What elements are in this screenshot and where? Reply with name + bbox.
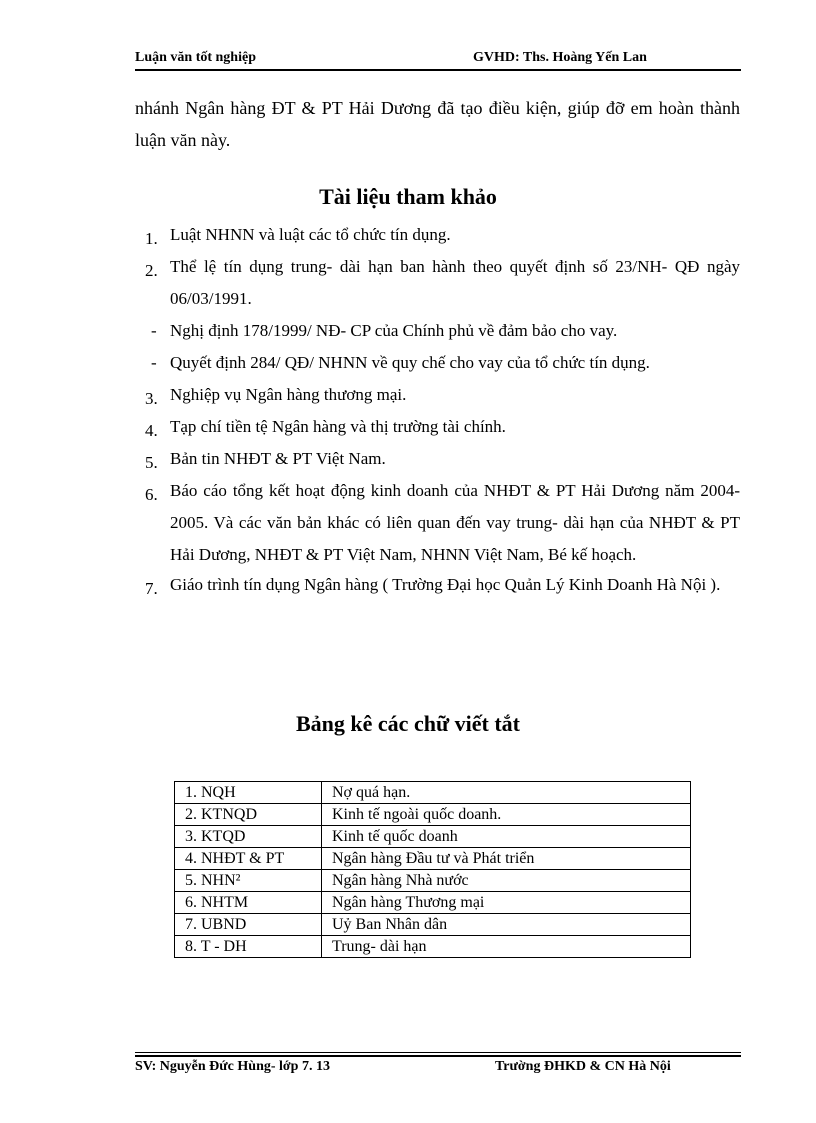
abbr-meaning: Ngân hàng Đầu tư và Phát triển	[322, 848, 691, 870]
reference-item	[135, 251, 740, 315]
abbr-meaning: Ngân hàng Thương mại	[322, 892, 691, 914]
abbr-meaning: Uỷ Ban Nhân dân	[322, 914, 691, 936]
reference-text: Nghiệp vụ Ngân hàng thương mại.	[170, 385, 407, 404]
abbr-code: 7. UBND	[175, 914, 322, 936]
abbr-meaning: Kinh tế quốc doanh	[322, 826, 691, 848]
reference-item	[135, 475, 740, 571]
reference-subitem	[135, 347, 740, 379]
table-row	[175, 914, 691, 936]
reference-item	[135, 411, 740, 443]
table-row	[175, 892, 691, 914]
abbreviations-table	[174, 781, 691, 958]
reference-marker: 6.	[145, 485, 158, 504]
abbr-meaning: Ngân hàng Nhà nước	[322, 870, 691, 892]
reference-marker: 3.	[145, 389, 158, 408]
reference-item	[135, 443, 740, 475]
reference-text: Báo cáo tổng kết hoạt động kinh doanh của NHĐT & PT Hải Dương năm 2004- 2005. Và các văn bản khác có liên quan đến vay trung- dài hạn của NHĐT & PT Hải Dương, NHĐT & PT Việt Nam, NHNN Việt Nam, Bé kế hoạch.	[170, 481, 740, 564]
abbr-code: 6. NHTM	[175, 892, 322, 914]
header-thesis-label: Luận văn tốt nghiệp	[135, 50, 256, 65]
reference-text: Nghị định 178/1999/ NĐ- CP của Chính phủ về đảm bảo cho vay.	[170, 321, 618, 340]
references-list	[135, 219, 740, 599]
page-footer	[135, 1059, 741, 1081]
reference-marker: 1.	[145, 229, 158, 248]
reference-text: Thể lệ tín dụng trung- dài hạn ban hành theo quyết định số 23/NH- QĐ ngày 06/03/1991.	[170, 257, 740, 308]
table-row	[175, 936, 691, 958]
footer-school: Trường ĐHKD & CN Hà Nội	[495, 1059, 671, 1074]
reference-item	[135, 571, 740, 599]
abbr-code: 5. NHN²	[175, 870, 322, 892]
header-supervisor: GVHD: Ths. Hoàng Yến Lan	[473, 50, 647, 65]
table-row	[175, 804, 691, 826]
reference-marker: 7.	[145, 579, 158, 598]
abbr-meaning: Trung- dài hạn	[322, 936, 691, 958]
reference-marker: 5.	[145, 453, 158, 472]
header-rule	[135, 69, 741, 71]
table-row	[175, 782, 691, 804]
intro-paragraph: nhánh Ngân hàng ĐT & PT Hải Dương đã tạo điều kiện, giúp đỡ em hoàn thành luận văn này.	[135, 98, 740, 150]
reference-item	[135, 379, 740, 411]
reference-text: Giáo trình tín dụng Ngân hàng ( Trường Đại học Quản Lý Kinh Doanh Hà Nội ).	[170, 575, 721, 594]
abbr-code: 1. NQH	[175, 782, 322, 804]
reference-marker: -	[151, 321, 157, 340]
abbr-meaning: Nợ quá hạn.	[322, 782, 691, 804]
table-row	[175, 848, 691, 870]
abbr-code: 8. T - DH	[175, 936, 322, 958]
footer-rule	[135, 1055, 741, 1057]
table-row	[175, 826, 691, 848]
abbreviations-title: Bảng kê các chữ viết tắt	[296, 711, 520, 736]
abbr-code: 4. NHĐT & PT	[175, 848, 322, 870]
reference-text: Bản tin NHĐT & PT Việt Nam.	[170, 449, 386, 468]
footer-student: SV: Nguyễn Đức Hùng- lớp 7. 13	[135, 1059, 330, 1074]
reference-marker: 2.	[145, 261, 158, 280]
table-row	[175, 870, 691, 892]
footer-rule	[135, 1052, 741, 1053]
abbr-meaning: Kinh tế ngoài quốc doanh.	[322, 804, 691, 826]
reference-text: Tạp chí tiền tệ Ngân hàng và thị trường tài chính.	[170, 417, 506, 436]
reference-text: Luật NHNN và luật các tổ chức tín dụng.	[170, 225, 451, 244]
reference-text: Quyết định 284/ QĐ/ NHNN về quy chế cho vay của tổ chức tín dụng.	[170, 353, 650, 372]
reference-marker: 4.	[145, 421, 158, 440]
reference-item	[135, 219, 740, 251]
abbr-code: 3. KTQD	[175, 826, 322, 848]
reference-marker: -	[151, 353, 157, 372]
abbr-code: 2. KTNQD	[175, 804, 322, 826]
references-title: Tài liệu tham khảo	[319, 184, 497, 209]
reference-subitem	[135, 315, 740, 347]
